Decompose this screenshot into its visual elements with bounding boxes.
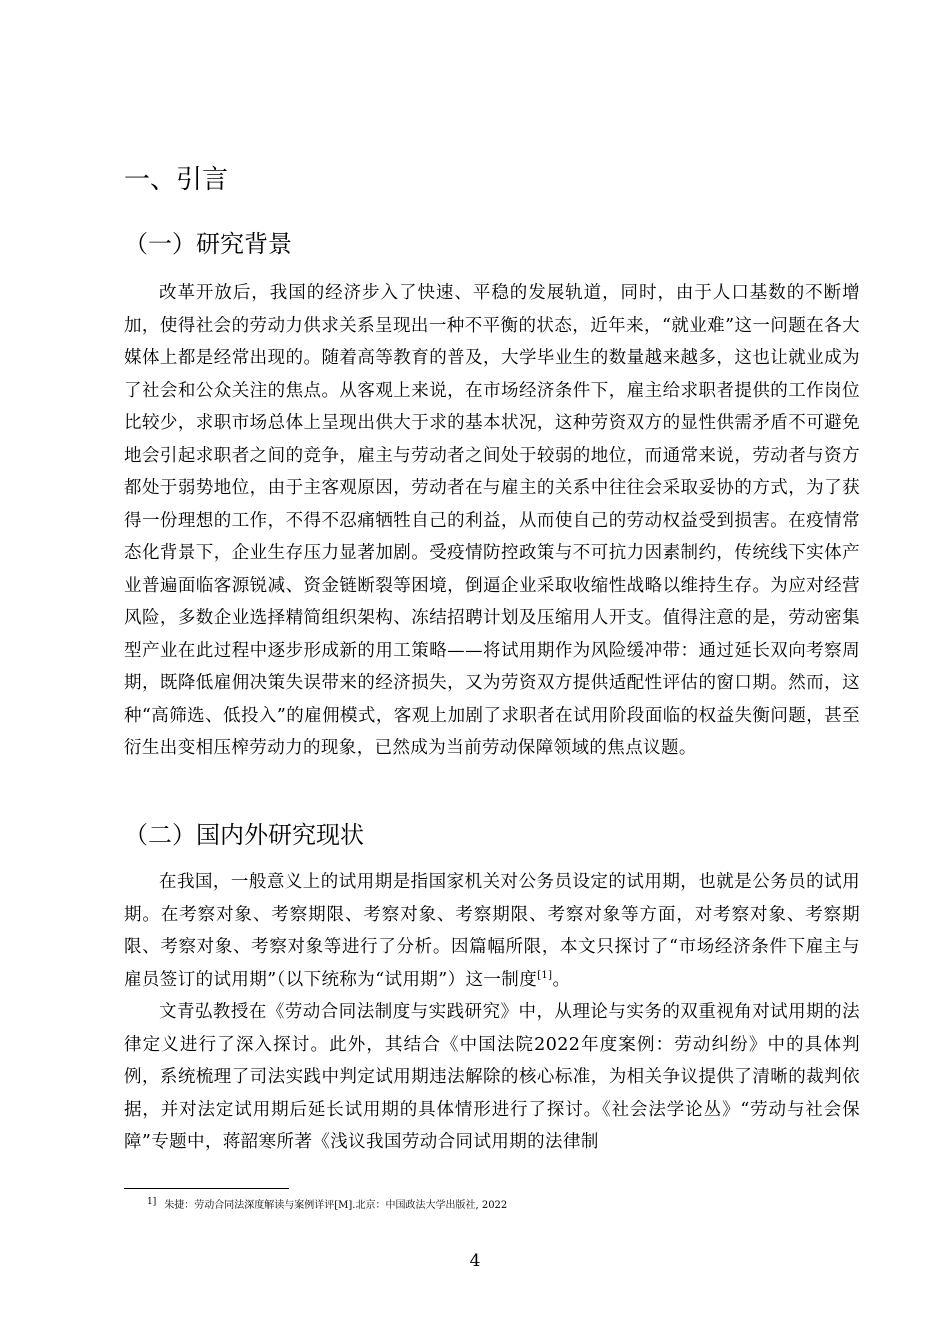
footnote-separator <box>124 1188 289 1189</box>
footnote <box>147 1196 507 1216</box>
research-status-paragraph-2: 文青弘教授在《劳动合同法制度与实践研究》中，从理论与实务的双重视角对试用期的法律定义进行了深入探讨。此外，其结合《中国法院2022年度案例：劳动纠纷》中的具体判例，系统梳理了司法实践中判定试用期违法解除的核心标准，为相关争议提供了清晰的裁判依据，并对法定试用期后延长试用期的具体情形进行了探讨。《社会法学论丛》“劳动与社会保障”专题中，蒋韶寒所著《浅议我国劳动合同试用期的法律制 <box>124 1002 860 1152</box>
section-heading-research-status: （二）国内外研究现状 <box>124 821 364 849</box>
paragraph-text: 在我国，一般意义上的试用期是指国家机关对公务员设定的试用期，也就是公务员的试用期。在考察对象、考察期限、考察对象、考察期限、考察对象等方面，对考察对象、考察期限、考察对象、考察对象等进行了分析。因篇幅所限，本文只探讨了“市场经济条件下雇主与雇员签订的试用期”（以下统称为“试用期”）这一制度 <box>124 872 860 990</box>
paragraph-end-punctuation: 。 <box>552 969 571 990</box>
section-heading-research-background: （一）研究背景 <box>124 230 292 258</box>
research-background-paragraph: 改革开放后，我国的经济步入了快速、平稳的发展轨道，同时，由于人口基数的不断增加，使得社会的劳动力供求关系呈现出一种不平衡的状态，近年来，“就业难”这一问题在各大媒体上都是经常出现的。随着高等教育的普及，大学毕业生的数量越来越多，这也让就业成为了社会和公众关注的焦点。从客观上来说，在市场经济条件下，雇主给求职者提供的工作岗位比较少，求职市场总体上呈现出供大于求的基本状况，这种劳资双方的显性供需矛盾不可避免地会引起求职者之间的竞争，雇主与劳动者之间处于较弱的地位，而通常来说，劳动者与资方都处于弱势地位，由于主客观原因，劳动者在与雇主的关系中往往会采取妥协的方式，为了获得一份理想的工作，不得不忍痛牺牲自己的利益，从而使自己的劳动权益受到损害。在疫情常态化背景下，企业生存压力显著加剧。受疫情防控政策与不可抗力因素制约，传统线下实体产业普遍面临客源锐减、资金链断裂等困境，倒逼企业采取收缩性战略以维持生存。为应对经营风险，多数企业选择精简组织架构、冻结招聘计划及压缩用人开支。值得注意的是，劳动密集型产业在此过程中逐步形成新的用工策略——将试用期作为风险缓冲带：通过延长双向考察周期，既降低雇佣决策失误带来的经济损失，又为劳资双方提供适配性评估的窗口期。然而，这种“高筛选、低投入”的雇佣模式，客观上加剧了求职者在试用阶段面临的权益失衡问题，甚至衍生出变相压榨劳动力的现象，已然成为当前劳动保障领域的焦点议题。 <box>124 283 860 758</box>
footnote-text: 朱捷：劳动合同法深度解读与案例详评[M].北京：中国政法大学出版社, 2022 <box>164 1200 508 1211</box>
footnote-mark: 1] <box>147 1196 157 1207</box>
page-number: 4 <box>469 1251 481 1271</box>
research-status-paragraph-1 <box>124 866 860 996</box>
chapter-heading: 一、引言 <box>124 165 229 195</box>
footnote-reference[interactable]: [1] <box>537 969 553 981</box>
